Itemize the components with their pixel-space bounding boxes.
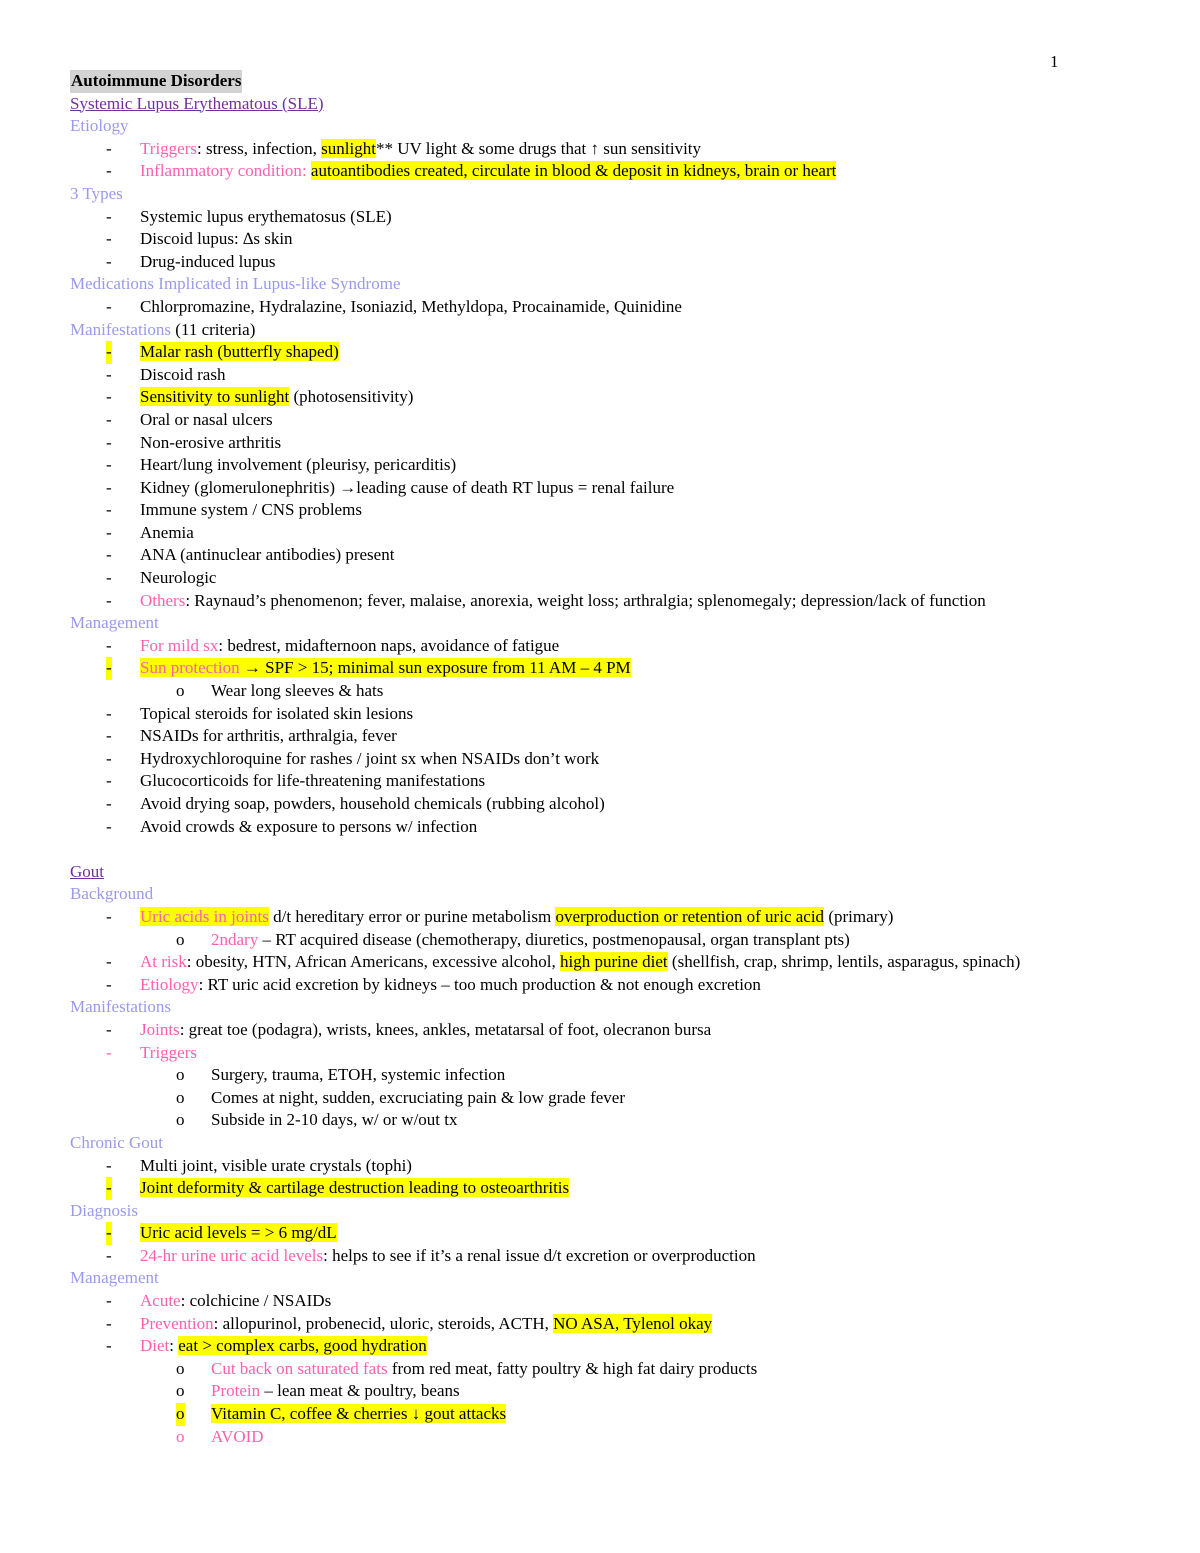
text: Avoid drying soap, powders, household chemicals (rubbing alcohol) <box>140 794 605 813</box>
bullet-dash: - <box>106 296 112 316</box>
bullet-dash: - <box>106 816 112 836</box>
text: d/t hereditary error or purine metabolism <box>268 906 556 926</box>
bullet-dash: - <box>106 206 112 226</box>
list-item <box>70 951 1130 974</box>
list-item <box>70 1358 1130 1381</box>
bullet-circle: o <box>176 1110 185 1130</box>
inline-label: 24-hr urine uric acid levels <box>140 1245 324 1265</box>
text: Anemia <box>140 522 194 542</box>
list-item <box>70 341 1130 364</box>
bullet-dash: - <box>106 568 112 588</box>
inline-label: Etiology <box>140 974 199 994</box>
bullet-dash: - <box>106 974 112 994</box>
text: Non-erosive arthritis <box>140 432 282 452</box>
bullet-dash: - <box>106 726 112 746</box>
text: Systemic lupus erythematosus (SLE) <box>140 206 392 226</box>
bullet-circle: o <box>176 1087 185 1107</box>
document-body <box>70 70 1130 1448</box>
bullet-dash: - <box>106 229 112 249</box>
text: Avoid crowds & exposure to persons w/ infection <box>140 816 478 836</box>
text: : <box>301 161 311 181</box>
bullet-dash: - <box>106 545 112 565</box>
list-item <box>70 160 1130 183</box>
list-item <box>70 1109 1130 1132</box>
bullet-circle: o <box>176 1065 185 1085</box>
list-item <box>70 1064 1130 1087</box>
gout-diagnosis-label: Diagnosis <box>70 1200 138 1220</box>
text: Kidney (glomerulonephritis) →leading cause of death RT lupus = renal failure <box>140 477 675 497</box>
text: (primary) <box>824 906 894 926</box>
inline-label: Protein <box>211 1381 261 1401</box>
list-item <box>70 138 1130 161</box>
bullet-dash: - <box>106 1245 112 1265</box>
bullet-dash: - <box>106 432 112 452</box>
list-item <box>70 1177 1130 1200</box>
text: Multi joint, visible urate crystals (tophi) <box>140 1155 412 1175</box>
text: Hydroxychloroquine for rashes / joint sx when NSAIDs don’t work <box>140 748 600 768</box>
text: Subside in 2-10 days, w/ or w/out tx <box>211 1110 458 1130</box>
text: (shellfish, crap, shrimp, lentils, asparagus, spinach) <box>667 952 1021 972</box>
text: Immune system / CNS problems <box>140 500 362 520</box>
sle-meds-label: Medications Implicated in Lupus-like Syndrome <box>70 274 401 294</box>
text: (11 criteria) <box>171 319 256 339</box>
text: ANA (antinuclear antibodies) present <box>140 545 395 565</box>
sle-etiology-label: Etiology <box>70 116 129 136</box>
sle-heading-line <box>70 93 1130 116</box>
list-item <box>70 1155 1130 1178</box>
doc-title: Autoimmune Disorders <box>70 70 242 93</box>
list-item <box>70 906 1130 929</box>
text: Neurologic <box>140 568 217 588</box>
bullet-dash: - <box>106 138 112 158</box>
highlight: autoantibodies created, circulate in blood & deposit in kidneys, brain or heart <box>310 161 837 181</box>
bullet-dash: - <box>106 748 112 768</box>
text: Glucocorticoids for life-threatening manifestations <box>140 771 486 791</box>
bullet-dash: - <box>106 455 112 475</box>
list-item <box>70 1403 1130 1426</box>
list-item <box>70 364 1130 387</box>
bullet-dash: - <box>106 635 112 655</box>
sle-management-label: Management <box>70 613 159 633</box>
inline-label: At risk <box>140 952 187 972</box>
bullet-dash: - <box>106 364 112 384</box>
text: : allopurinol, probenecid, uloric, steroids, ACTH, <box>213 1313 554 1333</box>
list-item <box>70 703 1130 726</box>
list-item <box>70 748 1130 771</box>
bullet-dash: - <box>106 1222 112 1245</box>
bullet-dash: - <box>106 500 112 520</box>
bullet-circle: o <box>176 1426 185 1446</box>
text: : colchicine / NSAIDs <box>180 1291 332 1311</box>
gout-background-label: Background <box>70 884 154 904</box>
highlight: Uric acid levels = > 6 mg/dL <box>140 1223 337 1243</box>
text: Topical steroids for isolated skin lesions <box>140 703 414 723</box>
list-item <box>70 590 1130 613</box>
section-label: Manifestations <box>70 319 172 339</box>
text: – lean meat & poultry, beans <box>260 1381 460 1401</box>
inline-label: Others <box>140 590 186 610</box>
list-item <box>70 1019 1130 1042</box>
inline-label: For mild sx <box>140 635 219 655</box>
highlight: Vitamin C, coffee & cherries ↓ gout attacks <box>211 1404 507 1424</box>
list-item <box>70 1335 1130 1358</box>
list-item <box>70 1426 1130 1449</box>
highlight: high purine diet <box>560 952 668 972</box>
inline-label: AVOID <box>211 1426 264 1446</box>
inline-label: Acute <box>140 1291 181 1311</box>
text: Drug-induced lupus <box>140 251 276 271</box>
text: : obesity, HTN, African Americans, excessive alcohol, <box>186 952 561 972</box>
text: : <box>169 1336 179 1356</box>
list-item <box>70 680 1130 703</box>
list-item <box>70 635 1130 658</box>
bullet-dash: - <box>106 1042 112 1062</box>
bullet-circle: o <box>176 1381 185 1401</box>
bullet-dash: - <box>106 1313 112 1333</box>
text: : Raynaud’s phenomenon; fever, malaise, anorexia, weight loss; arthralgia; splenomegaly; depression/lack of function <box>185 590 986 610</box>
text: : great toe (podagra), wrists, knees, ankles, metatarsal of foot, olecranon bursa <box>179 1019 712 1039</box>
text: Wear long sleeves & hats <box>211 681 384 701</box>
text: Chlorpromazine, Hydralazine, Isoniazid, Methyldopa, Procainamide, Quinidine <box>140 296 682 316</box>
inline-label: Cut back on saturated fats <box>211 1358 388 1378</box>
bullet-dash: - <box>106 477 112 497</box>
list-item <box>70 544 1130 567</box>
bullet-dash: - <box>106 1155 112 1175</box>
list-item <box>70 409 1130 432</box>
gout-manifestations-label: Manifestations <box>70 997 172 1017</box>
highlight: Malar rash (butterfly shaped) <box>140 342 339 362</box>
bullet-dash: - <box>106 1336 112 1356</box>
list-item <box>70 386 1130 409</box>
list-item <box>70 725 1130 748</box>
bullet-dash: - <box>106 590 112 610</box>
text: : bedrest, midafternoon naps, avoidance of fatigue <box>218 635 560 655</box>
highlight: Joint deformity & cartilage destruction leading to osteoarthritis <box>140 1178 570 1198</box>
text: (photosensitivity) <box>289 387 414 407</box>
gout-management-label: Management <box>70 1268 159 1288</box>
text: NSAIDs for arthritis, arthralgia, fever <box>140 726 397 746</box>
list-item <box>70 657 1130 680</box>
gout-heading-line <box>70 861 1130 884</box>
list-item <box>70 567 1130 590</box>
highlight: eat > complex carbs, good hydration <box>178 1336 427 1356</box>
list-item <box>70 1087 1130 1110</box>
bullet-dash: - <box>106 906 112 926</box>
bullet-dash: - <box>106 161 112 181</box>
list-item <box>70 228 1130 251</box>
inline-label: Prevention <box>140 1313 214 1333</box>
highlight: sunlight <box>321 138 376 158</box>
inline-label: Diet <box>140 1336 170 1356</box>
text: Surgery, trauma, ETOH, systemic infection <box>211 1065 506 1085</box>
list-item <box>70 793 1130 816</box>
doc-title-line <box>70 70 1130 93</box>
list-item <box>70 454 1130 477</box>
section-gap <box>70 838 1130 861</box>
bullet-circle: o <box>176 681 185 701</box>
text: Discoid rash <box>140 364 226 384</box>
list-item <box>70 206 1130 229</box>
text: Comes at night, sudden, excruciating pain & low grade fever <box>211 1087 626 1107</box>
bullet-dash: - <box>106 522 112 542</box>
list-item <box>70 929 1130 952</box>
inline-label: Uric acids in joints <box>140 906 269 926</box>
list-item <box>70 1380 1130 1403</box>
text: : RT uric acid excretion by kidneys – too much production & not enough excretion <box>198 974 761 994</box>
list-item <box>70 1222 1130 1245</box>
inline-label: Sun protection <box>140 658 240 678</box>
bullet-dash: - <box>106 703 112 723</box>
bullet-dash: - <box>106 1291 112 1311</box>
bullet-dash: - <box>106 771 112 791</box>
inline-label: Triggers <box>140 1042 197 1062</box>
bullet-dash: - <box>106 251 112 271</box>
sle-manifestations-line <box>70 319 1130 342</box>
bullet-dash: - <box>106 387 112 407</box>
list-item <box>70 499 1130 522</box>
bullet-dash: - <box>106 1177 112 1200</box>
list-item <box>70 522 1130 545</box>
inline-label: Inflammatory condition <box>140 161 302 181</box>
list-item <box>70 1245 1130 1268</box>
bullet-circle: o <box>176 929 185 949</box>
bullet-dash: - <box>106 952 112 972</box>
highlight: Sensitivity to sunlight <box>140 387 290 407</box>
list-item <box>70 432 1130 455</box>
sle-types-label: 3 Types <box>70 183 123 203</box>
bullet-dash: - <box>106 657 112 680</box>
bullet-dash: - <box>106 409 112 429</box>
text: ** UV light & some drugs that ↑ sun sensitivity <box>375 138 702 158</box>
list-item <box>70 1042 1130 1065</box>
list-item <box>70 1290 1130 1313</box>
highlight: → SPF > 15; minimal sun exposure from 11 AM – 4 PM <box>239 658 631 678</box>
sle-heading: Systemic Lupus Erythematous (SLE) <box>70 93 324 113</box>
page-number: 1 <box>1050 52 1059 71</box>
text: Heart/lung involvement (pleurisy, pericarditis) <box>140 455 457 475</box>
bullet-dash: - <box>106 794 112 813</box>
list-item <box>70 974 1130 997</box>
text: – RT acquired disease (chemotherapy, diuretics, postmenopausal, organ transplant pts) <box>258 929 850 949</box>
text: : helps to see if it’s a renal issue d/t excretion or overproduction <box>323 1245 756 1265</box>
inline-label: 2ndary <box>211 929 259 949</box>
bullet-circle: o <box>176 1403 185 1426</box>
list-item <box>70 770 1130 793</box>
highlight: NO ASA, Tylenol okay <box>553 1313 713 1333</box>
list-item <box>70 296 1130 319</box>
text: Oral or nasal ulcers <box>140 409 273 429</box>
list-item <box>70 477 1130 500</box>
inline-label: Triggers <box>140 138 197 158</box>
bullet-dash: - <box>106 1019 112 1039</box>
list-item <box>70 251 1130 274</box>
inline-label: Joints <box>140 1019 180 1039</box>
list-item <box>70 1313 1130 1336</box>
gout-chronic-label: Chronic Gout <box>70 1132 164 1152</box>
list-item <box>70 816 1130 839</box>
text: Discoid lupus: ∆s skin <box>140 229 293 249</box>
bullet-circle: o <box>176 1358 185 1378</box>
gout-heading: Gout <box>70 861 104 881</box>
bullet-dash: - <box>106 341 112 364</box>
highlight: overproduction or retention of uric acid <box>555 906 825 926</box>
text: from red meat, fatty poultry & high fat dairy products <box>387 1358 758 1378</box>
text: : stress, infection, <box>197 138 322 158</box>
